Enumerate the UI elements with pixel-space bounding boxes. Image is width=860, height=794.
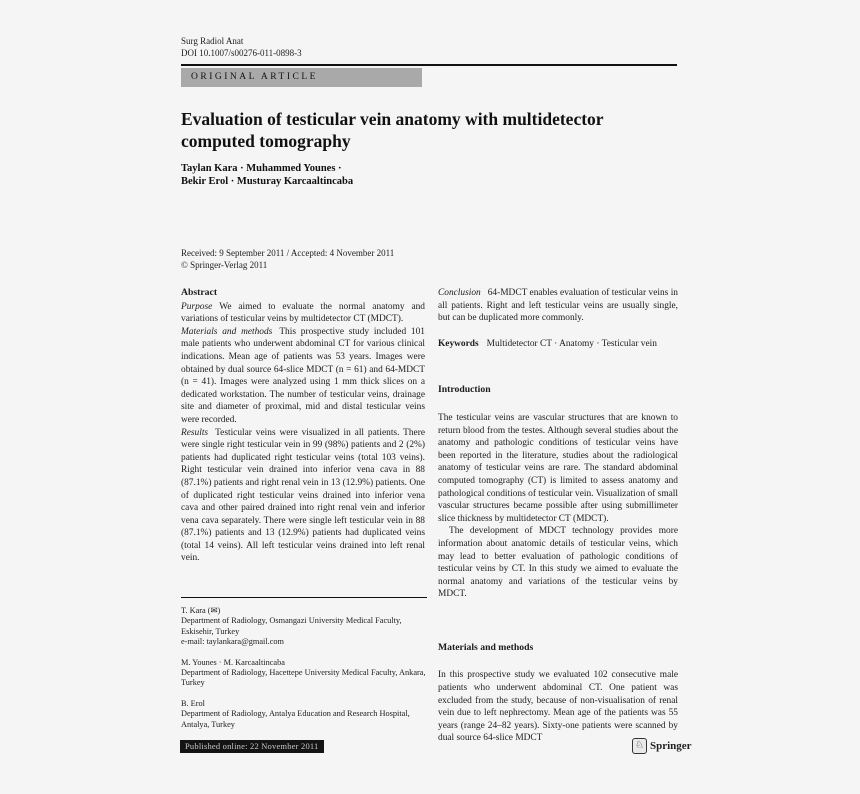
footnote-affiliation: Department of Radiology, Osmangazi University Medical Faculty, Eskisehir, Turkey [181,616,402,636]
authors-line-2: Bekir Erol · Musturay Karcaaltincaba [181,176,354,187]
footnote-email: e-mail: taylankara@gmail.com [181,637,285,647]
keywords-text: Multidetector CT · Anatomy · Testicular vein [486,338,657,349]
introduction-p2: The development of MDCT technology provides more information about anatomic details of testicular veins, which may lead to better evaluation of pathologic conditions of testicular veins by CT. In this study we aimed to evaluate the normal anatomy and variations of the testicular veins by MDCT. [438,526,678,600]
journal-name: Surg Radiol Anat [181,36,244,46]
footnotes [181,597,427,740]
methods-label: Materials and methods [181,326,273,337]
methods-text: This prospective study included 101 male patients who underwent abdominal CT for various clinical indications. Mean age of patients was 53 years. Images were obtained by dual source 64-slice MDCT (n = 61) and 64-MDCT (n = 41). Images were analyzed using 1 mm thick slices on a dedicated workstation. The number of testicular veins, drainage site and diameter of proximal, mid and distal testicular veins were recorded. [181,326,425,425]
footnote-author-2 [181,658,427,689]
footnote-name: M. Younes · M. Karcaaltincaba [181,657,285,667]
copyright: © Springer-Verlag 2011 [181,259,268,270]
abstract-results [181,427,425,566]
received-accepted: Received: 9 September 2011 / Accepted: 4 November 2011 [181,248,395,258]
abstract-conclusion [438,287,678,325]
abstract-methods [181,326,425,427]
footnote-affiliation: Department of Radiology, Antalya Education and Research Hospital, Antalya, Turkey [181,709,410,729]
materials-p1: In this prospective study we evaluated 102 consecutive male patients who underwent abdominal CT. One patient was excluded from the study, because of non-visualisation of renal vein due to left nephrectomy. Mean age of the patients was 55 years (range 24–82 years). Sixty-one patients were scanned by dual source 64-slice MDCT [438,670,678,744]
page-title: Evaluation of testicular vein anatomy with multidetector computed tomography [181,109,604,151]
footnote-rule [181,597,427,598]
right-column [438,287,678,745]
springer-horse-icon: ♘ [632,738,647,754]
results-text: Testicular veins were visualized in all patients. There were single right testicular vein in 99 (98%) patients and 2 (2%) patients had duplicated right testicular veins (total 103 veins). Right testicular vein drained into inferior vena cava in 88 (87.1%) patients and right renal vein in 13 (12.9%) patients. One of duplicated right testicular veins drained into inferior vena cava and other paired drained into right renal vein and inferior vena cava separately. There were single left testicular vein in 88 (87.1%) patients and 13 (12.9%) patients had duplicated veins (total 14 veins). All left testicular veins drained into left renal vein. [181,427,425,564]
journal-header [181,36,302,59]
abstract-purpose [181,301,425,326]
header-rule [181,64,677,66]
doi: DOI 10.1007/s00276-011-0898-3 [181,47,302,58]
dates-block [181,248,394,271]
springer-wordmark: Springer [650,740,692,752]
footnote-name: T. Kara (✉) [181,606,221,615]
materials-heading: Materials and methods [438,641,534,653]
authors [181,162,353,188]
article-type-banner: ORIGINAL ARTICLE [181,68,422,87]
purpose-label: Purpose [181,301,213,312]
springer-logo [632,738,692,754]
keywords-line [438,338,678,351]
introduction-heading: Introduction [438,384,491,396]
abstract-column [181,287,425,565]
abstract-heading: Abstract [181,287,218,298]
results-label: Results [181,427,209,438]
conclusion-label: Conclusion [438,288,481,298]
authors-line-1: Taylan Kara · Muhammed Younes · [181,163,342,174]
introduction-p1: The testicular veins are vascular structures that are known to return blood from the testes. Although several studies about the anatomy and pathologic conditions of testicular veins have been reported in the literature, studies about the radiological anatomy of testicular veins are rare. The standard abdominal computed tomography (CT) is limited to assess anatomy and pathological conditions of testicular vein. Visualization of small vascular structures became possible after using submillimeter slice thickness by multidetector CT (MDCT). [438,412,678,524]
footnote-name: B. Erol [181,698,205,708]
purpose-text: We aimed to evaluate the normal anatomy and variations of testicular veins by multidetector CT (MDCT). [181,301,425,325]
keywords-label: Keywords [438,338,479,349]
footnote-author-3 [181,699,427,730]
published-online-badge: Published online: 22 November 2011 [180,740,324,753]
footnote-corresponding-author [181,606,427,648]
footnote-affiliation: Department of Radiology, Hacettepe University Medical Faculty, Ankara, Turkey [181,668,426,688]
conclusion-text: 64-MDCT enables evaluation of testicular veins in all patients. Right and left testicular veins are usually single, but can be duplicated more commonly. [438,288,678,324]
